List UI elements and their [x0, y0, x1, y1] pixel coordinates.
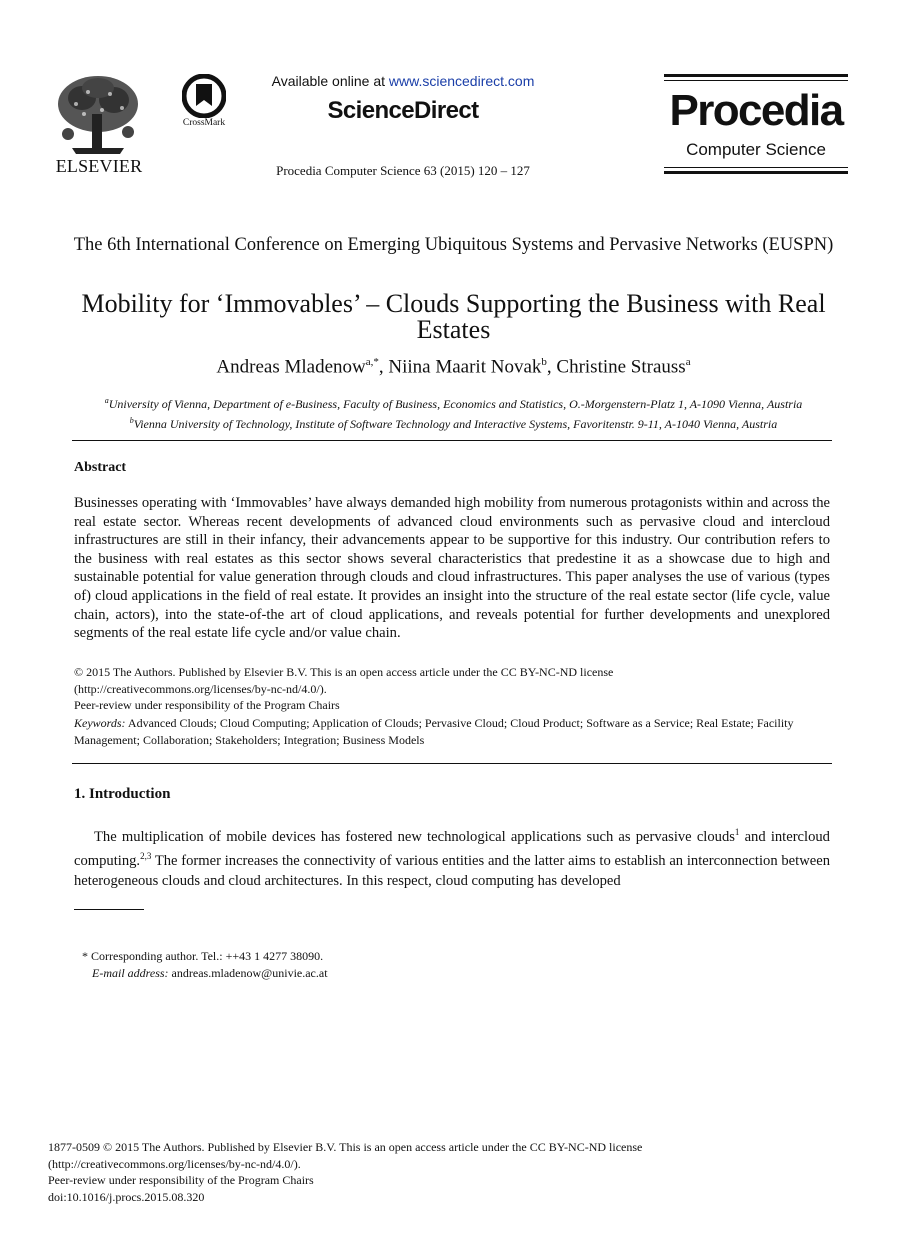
section-heading: 1. Introduction: [74, 786, 171, 802]
crossmark-label: CrossMark: [182, 118, 226, 128]
procedia-title: Procedia: [669, 86, 843, 135]
procedia-logo: [664, 74, 848, 174]
author-list: Andreas Mladenow$^{a,*}$, Niina Maarit Novak$^b$, Christine Strauss$^a$: [216, 356, 691, 378]
procedia-top-rule: [664, 74, 848, 77]
elsevier-tree-icon: [52, 74, 144, 156]
footnotes: [82, 948, 582, 982]
author-affiliation-mark: a,*: [365, 356, 379, 368]
sciencedirect-wordmark: ScienceDirect: [327, 97, 479, 124]
divider: [72, 763, 832, 764]
abstract-heading: Abstract: [74, 460, 127, 475]
author-name: Andreas Mladenow: [216, 356, 366, 378]
keywords-list: Advanced Clouds; Cloud Computing; Application of Clouds; Pervasive Cloud; Cloud Product; Software as a Service; Real Estate; Facility Management; Collaboration; Stakeholders; Integration; Business Models: [74, 716, 794, 747]
procedia-bottom-rule-thin: [664, 167, 848, 168]
keywords-block: [74, 715, 830, 749]
journal-reference: Procedia Computer Science 63 (2015) 120 – 127: [276, 163, 530, 178]
license-line: © 2015 The Authors. Published by Elsevier B.V. This is an open access article under the CC BY-NC-ND license: [74, 665, 614, 679]
bottom-publication-info: [48, 1139, 748, 1205]
available-online-line: [238, 73, 568, 89]
intro-text-part: The multiplication of mobile devices has fostered new technological applications such as pervasive clouds: [94, 828, 735, 845]
procedia-top-rule-thin: [664, 80, 848, 81]
doi[interactable]: doi:10.1016/j.procs.2015.08.320: [48, 1189, 205, 1204]
author-name: Christine Strauss: [556, 356, 686, 378]
author-name: Niina Maarit Novak: [388, 356, 542, 378]
sciencedirect-link[interactable]: www.sciencedirect.com: [388, 73, 535, 89]
affiliation-text: Vienna University of Technology, Institute of Software Technology and Interactive Systems, Favoritenstr. 9-11, A-1040 Vienna, Austria: [133, 416, 778, 431]
license-url[interactable]: (http://creativecommons.org/licenses/by-nc-nd/4.0/).: [48, 1156, 301, 1171]
affiliation-item: [50, 413, 857, 433]
elsevier-wordmark: ELSEVIER: [55, 156, 143, 176]
crossmark-badge[interactable]: [176, 74, 232, 134]
intro-text-part: The former increases the connectivity of various entities and the latter aims to establish an interconnection between heterogeneous clouds and cloud architectures. In this respect, cloud computing has developed: [74, 853, 830, 889]
divider: [72, 440, 832, 441]
peer-review-note: Peer-review under responsibility of the Program Chairs: [74, 698, 340, 712]
affiliation-mark: a: [104, 396, 109, 405]
available-online-label: Available online at: [271, 73, 389, 89]
license-url[interactable]: (http://creativecommons.org/licenses/by-nc-nd/4.0/).: [74, 681, 327, 696]
conference-name: The 6th International Conference on Emerging Ubiquitous Systems and Pervasive Networks (EUSPN): [73, 235, 834, 255]
affiliations: [50, 393, 857, 432]
peer-review-note: Peer-review under responsibility of the Program Chairs: [48, 1173, 314, 1187]
keywords-label: Keywords:: [74, 716, 126, 730]
license-block: [74, 664, 830, 714]
procedia-bottom-rule: [664, 171, 848, 174]
affiliation-mark: b: [129, 415, 134, 425]
email-label: E-mail address:: [92, 966, 169, 980]
abstract-body: Businesses operating with ‘Immovables’ have always demanded high mobility from numerous protagonists within and across the real estate sector. Whereas recent developments of advanced cloud environments such as pervasive cloud and intercloud infrastructures are still in their infancy, their advancements appear to be supportive for this industry. Our contribution refers to the business with real estates as this sector shows several characteristics that predestine it as a showcase due to high and sustainable potential for value generation through clouds and cloud infrastructures. This paper analyses the use of various (types of) cloud applications in the field of real estate. It provides an insight into the structure of the real estate sector (life cycle, value chain, actors), into the state-of-the art of cloud applications, and reveals potential for further developments and unexplored segments of the real estate life cycle and/or value chain.: [74, 495, 830, 642]
elsevier-logo: [52, 74, 146, 178]
intro-paragraph: [74, 823, 830, 891]
citation-ref[interactable]: 1: [734, 827, 740, 837]
footnote-divider: [74, 909, 144, 910]
affiliation-item: [50, 393, 857, 413]
paper-title: Mobility for ‘Immovables’ – Clouds Supporting the Business with Real Estates: [81, 289, 826, 344]
crossmark-icon: [182, 74, 226, 118]
intro-text-part: and intercloud computing.: [74, 828, 830, 870]
email-note: [82, 965, 582, 982]
author-affiliation-mark: a: [685, 356, 691, 368]
corresponding-author-note: * Corresponding author. Tel.: ++43 1 4277 38090.: [82, 949, 324, 963]
procedia-subtitle: Computer Science: [686, 140, 826, 159]
affiliation-text: University of Vienna, Department of e-Business, Faculty of Business, Economics and Statistics, O.-Morgenstern-Platz 1, A-1090 Vienna, Austria: [108, 397, 803, 411]
citation-ref[interactable]: 2,3: [140, 851, 152, 862]
author-affiliation-mark: b: [541, 356, 547, 368]
email-address[interactable]: andreas.mladenow@univie.ac.at: [171, 966, 328, 980]
issn-license-line: 1877-0509 © 2015 The Authors. Published by Elsevier B.V. This is an open access article under the CC BY-NC-ND license: [48, 1140, 643, 1154]
